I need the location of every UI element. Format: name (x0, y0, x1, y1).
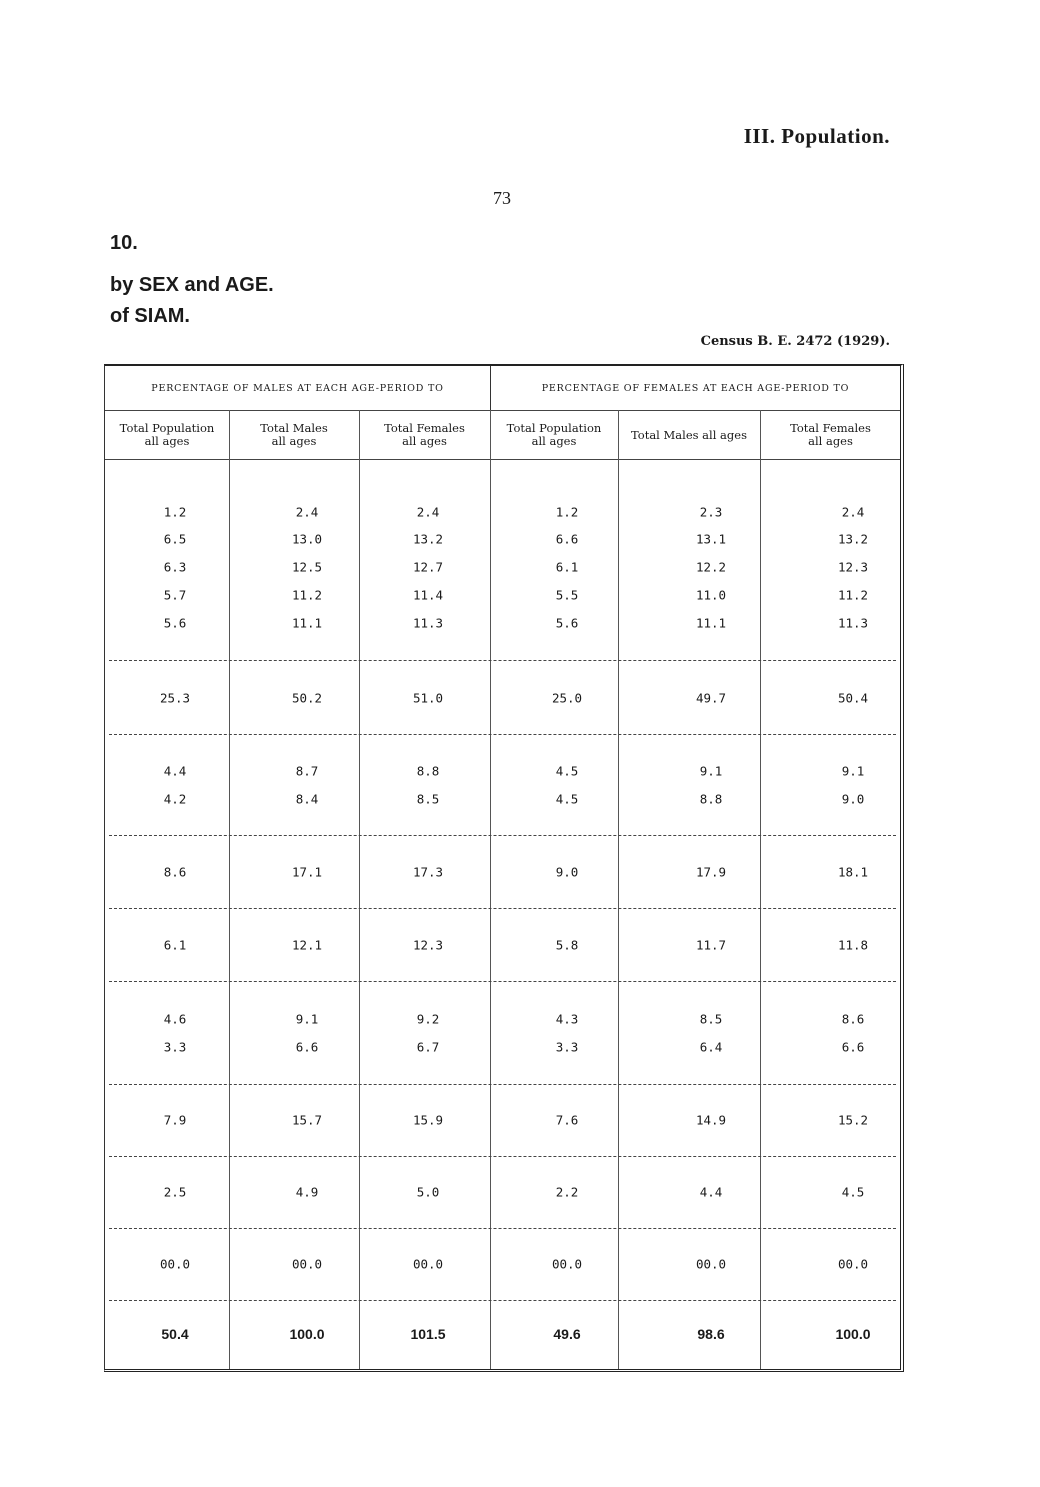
column-rule (490, 410, 491, 1369)
table-cell: 12.3 (837, 559, 869, 575)
table-cell: 5.7 (163, 587, 187, 603)
table-cell: 51.0 (412, 690, 444, 706)
table-title-line-2: of SIAM. (110, 305, 190, 327)
table-cell: 25.0 (551, 690, 583, 706)
table-cell: 00.0 (412, 1256, 444, 1272)
column-rule (229, 410, 230, 1369)
group-header-males: PERCENTAGE OF MALES AT EACH AGE-PERIOD TO (105, 366, 491, 410)
column-header-divider (105, 459, 900, 460)
table-cell: 9.1 (295, 1011, 319, 1027)
table-cell: 8.4 (295, 791, 319, 807)
table-cell: 11.1 (291, 615, 323, 631)
table-cell: 7.9 (163, 1112, 187, 1128)
table-cell: 4.9 (295, 1184, 319, 1200)
table-cell: 6.3 (163, 559, 187, 575)
column-header (229, 412, 359, 458)
row-group-rule (109, 981, 896, 982)
table-cell: 4.5 (555, 763, 579, 779)
table-cell: 11.2 (291, 587, 323, 603)
table-cell: 11.4 (412, 587, 444, 603)
table-cell: 4.5 (841, 1184, 865, 1200)
table-cell: 00.0 (837, 1256, 869, 1272)
column-header (760, 412, 901, 458)
table-cell: 12.7 (412, 559, 444, 575)
table-cell: 17.3 (412, 864, 444, 880)
table-cell: 2.4 (295, 504, 319, 520)
total-cell: 50.4 (161, 1326, 189, 1342)
table-cell: 1.2 (555, 504, 579, 520)
table-cell: 00.0 (159, 1256, 191, 1272)
table-cell: 15.7 (291, 1112, 323, 1128)
table-cell: 3.3 (555, 1039, 579, 1055)
column-header (490, 412, 618, 458)
table-cell: 9.0 (841, 791, 865, 807)
table-cell: 4.2 (163, 791, 187, 807)
group-header-divider (105, 410, 900, 411)
column-header (359, 412, 490, 458)
table-cell: 11.8 (837, 937, 869, 953)
row-group-rule (109, 734, 896, 735)
table-cell: 9.2 (416, 1011, 440, 1027)
table-cell: 00.0 (291, 1256, 323, 1272)
table-cell: 8.6 (163, 864, 187, 880)
group-header-females: PERCENTAGE OF FEMALES AT EACH AGE-PERIOD TO (541, 382, 850, 394)
column-header-label: Total Females all ages (384, 421, 465, 448)
table-cell: 8.7 (295, 763, 319, 779)
column-header-label: Total Males all ages (260, 421, 328, 448)
table-cell: 25.3 (159, 690, 191, 706)
table-cell: 9.1 (699, 763, 723, 779)
table-cell: 5.6 (555, 615, 579, 631)
table-cell: 8.8 (699, 791, 723, 807)
column-rule (760, 410, 761, 1369)
table-cell: 12.5 (291, 559, 323, 575)
total-cell: 49.6 (553, 1326, 581, 1342)
row-group-rule (109, 660, 896, 661)
total-cell: 101.5 (410, 1326, 446, 1342)
table-cell: 13.0 (291, 531, 323, 547)
table-cell: 49.7 (695, 690, 727, 706)
census-label: Census B. E. 2472 (1929). (700, 334, 890, 349)
row-group-rule (109, 1228, 896, 1229)
table-cell: 9.0 (555, 864, 579, 880)
table-cell: 6.6 (841, 1039, 865, 1055)
row-group-rule (109, 835, 896, 836)
table-cell: 8.6 (841, 1011, 865, 1027)
table-cell: 11.7 (695, 937, 727, 953)
table-cell: 4.6 (163, 1011, 187, 1027)
table-cell: 11.1 (695, 615, 727, 631)
column-header-label: Total Males all ages (631, 427, 747, 442)
table-cell: 4.4 (699, 1184, 723, 1200)
total-cell: 100.0 (835, 1326, 871, 1342)
table-cell: 2.2 (555, 1184, 579, 1200)
table-cell: 6.6 (295, 1039, 319, 1055)
table-cell: 13.2 (837, 531, 869, 547)
table-cell: 2.4 (841, 504, 865, 520)
table-cell: 17.1 (291, 864, 323, 880)
table-cell: 3.3 (163, 1039, 187, 1055)
table-cell: 5.6 (163, 615, 187, 631)
table-cell: 2.4 (416, 504, 440, 520)
row-group-rule (109, 1300, 896, 1301)
table-cell: 9.1 (841, 763, 865, 779)
column-header (618, 412, 760, 458)
column-rule (618, 410, 619, 1369)
table-cell: 17.9 (695, 864, 727, 880)
table-cell: 13.1 (695, 531, 727, 547)
table-cell: 5.0 (416, 1184, 440, 1200)
column-header-label: Total Females all ages (790, 421, 871, 448)
table-cell: 13.2 (412, 531, 444, 547)
total-cell: 100.0 (289, 1326, 325, 1342)
table-cell: 11.3 (837, 615, 869, 631)
table-cell: 6.4 (699, 1039, 723, 1055)
column-header (105, 412, 229, 458)
table-cell: 11.0 (695, 587, 727, 603)
table-cell: 1.2 (163, 504, 187, 520)
table-cell: 4.4 (163, 763, 187, 779)
table-title-line-1: by SEX and AGE. (110, 274, 274, 296)
section-header: III. Population. (743, 124, 890, 148)
table-cell: 12.2 (695, 559, 727, 575)
table-cell: 6.5 (163, 531, 187, 547)
table-cell: 11.3 (412, 615, 444, 631)
table-cell: 6.6 (555, 531, 579, 547)
row-group-rule (109, 1084, 896, 1085)
column-header-label: Total Population all ages (506, 421, 602, 448)
table-cell: 5.5 (555, 587, 579, 603)
table-cell: 2.5 (163, 1184, 187, 1200)
table-cell: 8.5 (699, 1011, 723, 1027)
column-rule (359, 410, 360, 1369)
table-cell: 00.0 (695, 1256, 727, 1272)
table-cell: 15.9 (412, 1112, 444, 1128)
table-cell: 8.8 (416, 763, 440, 779)
table-cell: 50.4 (837, 690, 869, 706)
row-group-rule (109, 1156, 896, 1157)
row-group-rule (109, 908, 896, 909)
table-cell: 6.1 (555, 559, 579, 575)
page-number: 73 (493, 188, 511, 208)
table-cell: 00.0 (551, 1256, 583, 1272)
table-cell: 6.1 (163, 937, 187, 953)
table-cell: 2.3 (699, 504, 723, 520)
table-cell: 4.5 (555, 791, 579, 807)
total-cell: 98.6 (697, 1326, 725, 1342)
table-cell: 14.9 (695, 1112, 727, 1128)
table-cell: 15.2 (837, 1112, 869, 1128)
table-cell: 18.1 (837, 864, 869, 880)
table-cell: 11.2 (837, 587, 869, 603)
table-cell: 8.5 (416, 791, 440, 807)
table-cell: 6.7 (416, 1039, 440, 1055)
table-cell: 50.2 (291, 690, 323, 706)
table-cell: 4.3 (555, 1011, 579, 1027)
population-percentage-table (104, 364, 904, 1372)
table-cell: 12.1 (291, 937, 323, 953)
table-cell: 5.8 (555, 937, 579, 953)
table-number: 10. (110, 232, 138, 254)
column-header-label: Total Population all ages (119, 421, 215, 448)
table-cell: 7.6 (555, 1112, 579, 1128)
table-cell: 12.3 (412, 937, 444, 953)
